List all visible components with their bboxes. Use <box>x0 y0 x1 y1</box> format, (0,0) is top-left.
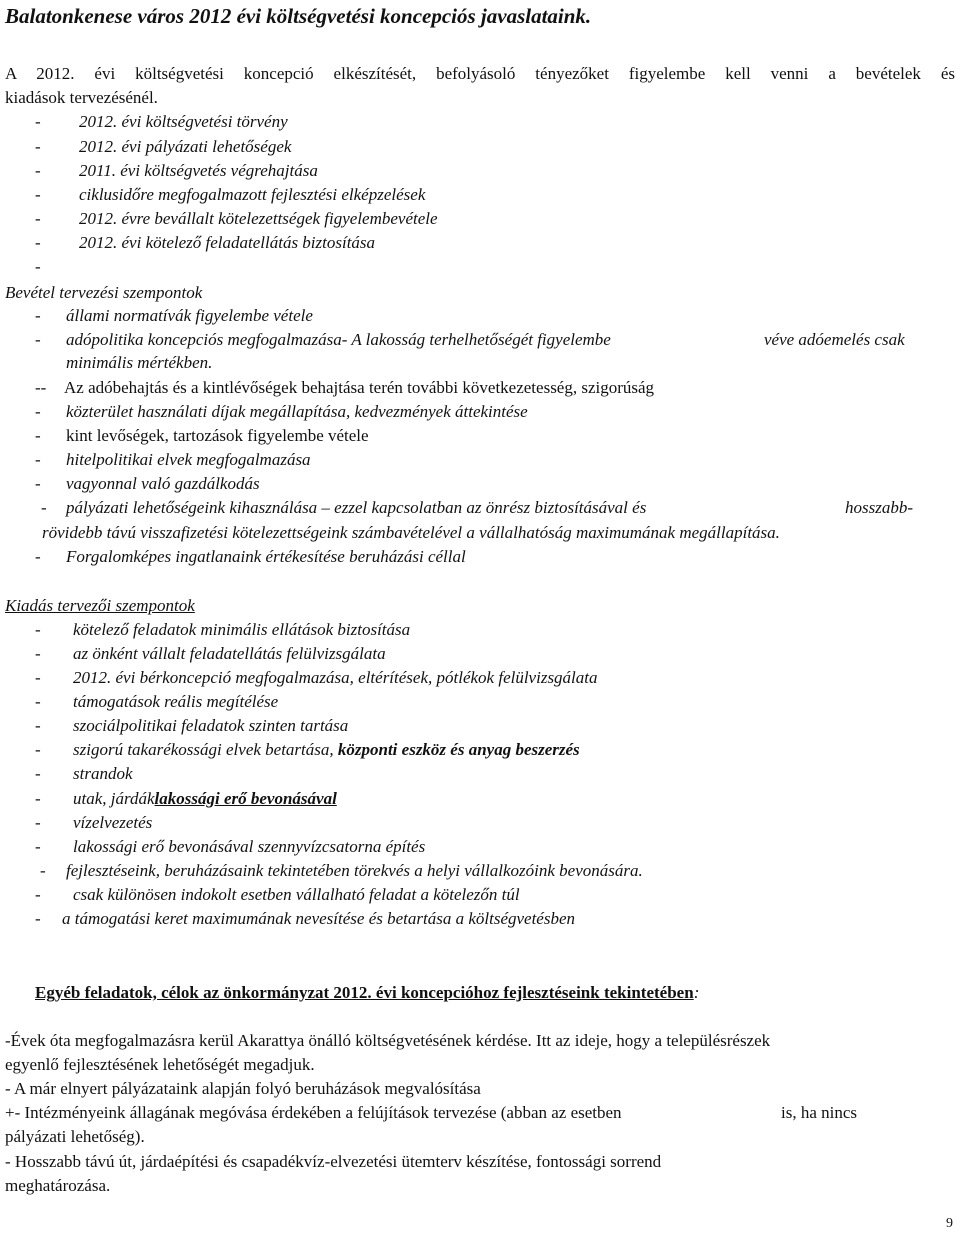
revenue-item: rövidebb távú visszafizetési kötelezettségeink számbavételével a vállalhatóság maximumának megállapítása. <box>42 523 780 542</box>
other-paragraph-3-text: Intézményeink állagának megóvása érdekében a felújítások tervezése (abban az esetben <box>24 1103 622 1122</box>
expense-item: csak különösen indokolt esetben vállalható feladat a kötelezőn túl <box>73 885 520 904</box>
list-dash: - <box>35 764 41 783</box>
other-heading-colon: : <box>693 983 700 1002</box>
expense-item: strandok <box>73 764 133 783</box>
intro-line-2: kiadások tervezésénél. <box>5 88 158 107</box>
other-paragraph-4: - Hosszabb távú út, járdaépítési és csapadékvíz-elvezetési ütemterv készítése, fontossági sorrend <box>5 1152 662 1171</box>
revenue-item: Az adóbehajtás és a kintlévőségek behajtása terén további következetesség, szigorúság <box>64 378 655 397</box>
list-dash: - <box>35 450 41 469</box>
list-dash: - <box>35 185 41 204</box>
expense-item-emphasis: központi eszköz és anyag beszerzés <box>337 740 580 759</box>
expense-item: lakossági erő bevonásával szennyvízcsatorna építés <box>73 837 426 856</box>
expense-heading: Kiadás tervezői szempontok <box>5 596 195 615</box>
list-dash: - <box>41 498 47 517</box>
page-number: 9 <box>946 1216 953 1231</box>
list-dash: - <box>35 740 41 759</box>
list-dash: - <box>40 861 46 880</box>
list-dash: - <box>35 885 41 904</box>
revenue-item: állami normatívák figyelembe vétele <box>66 306 313 325</box>
expense-item: szociálpolitikai feladatok szinten tartása <box>73 716 349 735</box>
expense-item: az önként vállalt feladatellátás felülvizsgálata <box>73 644 386 663</box>
list-dash: - <box>35 112 41 131</box>
revenue-item: adópolitika koncepciós megfogalmazása- A lakosság terhelhetőségét figyelembe <box>66 330 611 349</box>
other-heading <box>35 983 699 1003</box>
list-dash: - <box>35 330 41 349</box>
list-dash: - <box>35 209 41 228</box>
other-paragraph-3-tail: is, ha nincs <box>781 1103 858 1122</box>
factor-item: 2012. évi kötelező feladatellátás biztosítása <box>79 233 376 252</box>
list-dash: - <box>35 257 41 276</box>
other-heading-text: Egyéb feladatok, célok az önkormányzat 2012. évi koncepcióhoz fejlesztéseink tekintetében <box>35 983 694 1002</box>
expense-item: a támogatási keret maximumának nevesítése és betartása a költségvetésben <box>62 909 576 928</box>
expense-item: 2012. évi bérkoncepció megfogalmazása, eltérítések, pótlékok felülvizsgálata <box>73 668 598 687</box>
expense-item: vízelvezetés <box>73 813 153 832</box>
revenue-item: hosszabb- <box>845 498 914 517</box>
revenue-item: hitelpolitikai elvek megfogalmazása <box>66 450 311 469</box>
expense-item-text: szigorú takarékossági elvek betartása, <box>73 740 334 759</box>
list-dash: - <box>35 909 41 928</box>
list-dash: -- <box>35 378 47 397</box>
revenue-heading: Bevétel tervezési szempontok <box>5 283 203 302</box>
list-dash: - <box>35 644 41 663</box>
revenue-item: közterület használati díjak megállapítása, kedvezmények áttekintése <box>66 402 528 421</box>
expense-item-text: utak, járdák <box>73 789 155 808</box>
list-dash: - <box>35 692 41 711</box>
list-dash: - <box>35 837 41 856</box>
revenue-item: véve adóemelés csak <box>764 330 905 349</box>
document-title: Balatonkenese város 2012 évi költségvetési koncepciós javaslataink. <box>5 4 592 28</box>
list-dash: - <box>35 668 41 687</box>
other-paragraph-3 <box>5 1103 622 1123</box>
intro-line-1: A 2012. évi költségvetési koncepció elkészítését, befolyásoló tényezőket figyelembe kell venni a bevételek és <box>5 64 955 83</box>
factor-item: 2011. évi költségvetés végrehajtása <box>79 161 318 180</box>
factor-item: 2012. évre bevállalt kötelezettségek figyelembevétele <box>79 209 438 228</box>
expense-item: kötelező feladatok minimális ellátások biztosítása <box>73 620 411 639</box>
expense-item <box>73 740 580 760</box>
revenue-item: vagyonnal való gazdálkodás <box>66 474 260 493</box>
revenue-item: kint levőségek, tartozások figyelembe vétele <box>66 426 369 445</box>
expense-item: fejlesztéseink, beruházásaink tekintetében törekvés a helyi vállalkozóink bevonására. <box>66 861 643 880</box>
expense-item-emphasis: lakossági erő bevonásával <box>154 789 337 808</box>
other-paragraph-1-cont: egyenlő fejlesztésének lehetőségét megadjuk. <box>5 1055 315 1074</box>
list-dash: - <box>35 716 41 735</box>
list-dash: - <box>35 813 41 832</box>
revenue-item: Forgalomképes ingatlanaink értékesítése beruházási céllal <box>66 547 466 566</box>
list-dash: - <box>35 426 41 445</box>
list-dash: - <box>35 137 41 156</box>
list-dash: - <box>35 306 41 325</box>
list-dash: - <box>35 233 41 252</box>
other-paragraph-4-cont: meghatározása. <box>5 1176 111 1195</box>
revenue-item: pályázati lehetőségeink kihasználása – ezzel kapcsolatban az önrész biztosításával és <box>66 498 647 517</box>
list-dash: - <box>35 620 41 639</box>
revenue-item: minimális mértékben. <box>66 353 213 372</box>
other-paragraph-1: -Évek óta megfogalmazásra kerül Akarattya önálló költségvetésének kérdése. Itt az ideje, hogy a településrészek <box>5 1031 771 1050</box>
factor-item: 2012. évi költségvetési törvény <box>79 112 288 131</box>
plus-dash-marker: +- <box>5 1103 21 1122</box>
expense-item: támogatások reális megítélése <box>73 692 279 711</box>
list-dash: - <box>35 474 41 493</box>
factor-item: ciklusidőre megfogalmazott fejlesztési elképzelések <box>79 185 426 204</box>
other-paragraph-3-cont: pályázati lehetőség). <box>5 1127 145 1146</box>
factor-item: 2012. évi pályázati lehetőségek <box>79 137 292 156</box>
list-dash: - <box>35 161 41 180</box>
list-dash: - <box>35 402 41 421</box>
list-dash: - <box>35 547 41 566</box>
other-paragraph-2: - A már elnyert pályázataink alapján folyó beruházások megvalósítása <box>5 1079 481 1098</box>
list-dash: - <box>35 789 41 808</box>
expense-item <box>73 789 337 809</box>
